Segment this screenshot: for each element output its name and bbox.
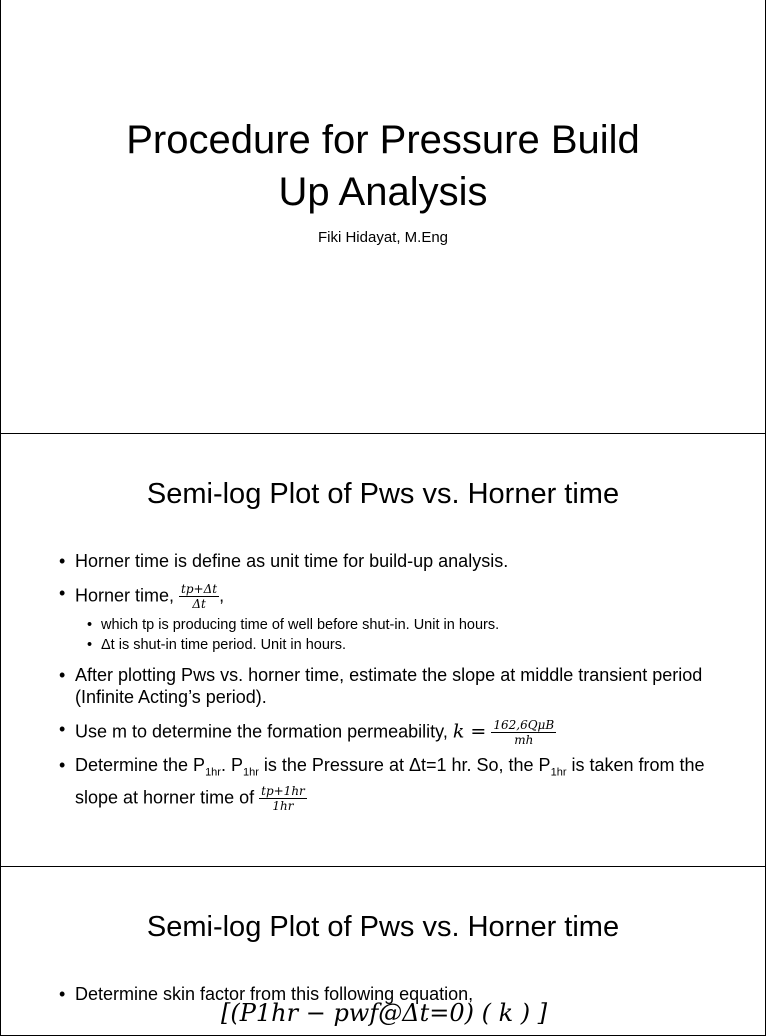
author-name: Fiki Hidayat, M.Eng bbox=[317, 229, 449, 246]
permeability-fraction: $\frac{\text{162,6QμB}}{mh}$ bbox=[493, 718, 555, 747]
bullet-slope: • After plotting Pws vs. horner time, estimate the slope at middle transient period (Infinite Acting’s period). bbox=[59, 664, 745, 708]
bullet-list bbox=[59, 582, 745, 611]
bullet-list bbox=[59, 754, 745, 813]
slide-horner-procedure bbox=[0, 433, 766, 867]
bullet-list bbox=[59, 664, 745, 708]
bullet-p1hr: • Determine the $P_{1hr}$. $P_{1hr}$ is the Pressure at Δt=1 hr. So, the $P_{1hr}$ is taken from the slope at horner time of $\frac{tp+1hr}{1hr}$ bbox=[59, 754, 745, 813]
bullet-horner-definition: • Horner time is define as unit time for build-up analysis. bbox=[59, 550, 745, 572]
slide-title bbox=[0, 0, 766, 434]
sub-bullet-tp: • which tp is producing time of well before shut-in. Unit in hours. bbox=[87, 615, 745, 635]
title-line-2: Up Analysis bbox=[278, 170, 488, 214]
sub-bullet-dt: • Δt is shut-in time period. Unit in hours. bbox=[87, 635, 745, 655]
skin-equation-partial: [(P1hr − pwf@Δt=0) ( k ) ] bbox=[221, 999, 548, 1027]
slide-skin-factor bbox=[0, 866, 766, 1036]
bullet-list bbox=[59, 550, 745, 572]
bullet-horner-formula: • Horner time, $\frac{tp+\Delta t}{\Delta t}$ , bbox=[59, 582, 745, 611]
title-line-1: Procedure for Pressure Build bbox=[126, 118, 640, 162]
slide-title: Semi-log Plot of Pws vs. Horner time bbox=[146, 478, 620, 510]
horner-time-fraction: $\frac{tp+\Delta t}{\Delta t}$ bbox=[181, 582, 218, 611]
bullet-skin-factor: • Determine skin factor from this following equation, bbox=[59, 983, 745, 1005]
sub-bullet-list bbox=[59, 615, 745, 655]
presentation-title bbox=[1, 114, 765, 218]
bullet-permeability: • Use m to determine the formation permeability, k = $\frac{\text{162,6QμB}}{mh}$ bbox=[59, 718, 745, 747]
bullet-list bbox=[59, 718, 745, 747]
horner-1hr-fraction: $\frac{tp+1hr}{1hr}$ bbox=[261, 783, 305, 813]
slide-title: Semi-log Plot of Pws vs. Horner time bbox=[146, 911, 620, 943]
